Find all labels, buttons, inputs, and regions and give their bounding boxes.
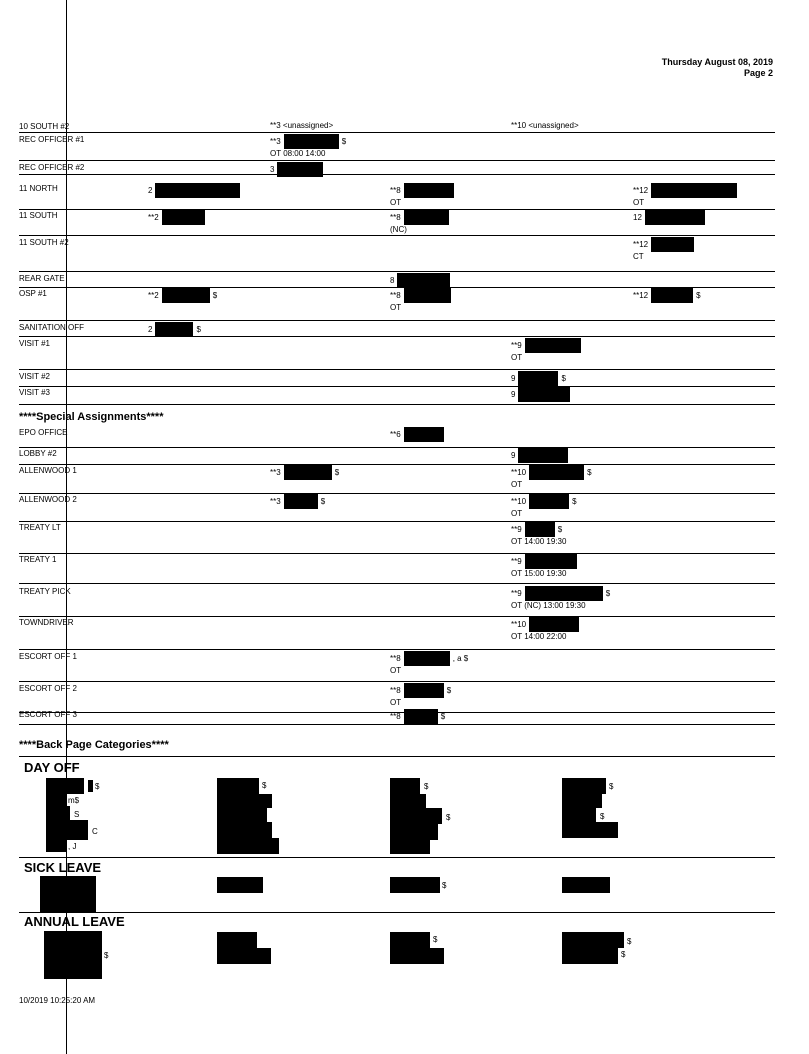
- post-label: ESCORT OFF 2: [19, 684, 77, 693]
- redaction-block: [46, 806, 70, 820]
- shift-cell: [633, 237, 697, 261]
- shift-code: **9: [511, 557, 522, 566]
- shift-code: **3: [270, 468, 281, 477]
- redaction-block: [390, 932, 430, 948]
- table-row: [19, 650, 775, 682]
- divider: [19, 857, 775, 858]
- table-row: [19, 133, 775, 161]
- shift-note: OT 08:00 14:00: [270, 149, 326, 158]
- shift-code: 3: [270, 165, 275, 174]
- shift-code: **12: [633, 291, 649, 300]
- post-label: TREATY LT: [19, 523, 61, 532]
- redaction-block: [390, 778, 420, 794]
- shift-code: 9: [511, 390, 516, 399]
- redaction-block: [217, 948, 271, 964]
- table-row: [19, 521, 775, 554]
- redaction-block: [46, 820, 88, 840]
- redaction-block: [217, 838, 279, 854]
- fragment-text: $: [621, 950, 626, 959]
- fragment-text: S: [74, 810, 80, 819]
- redaction-block: [562, 808, 596, 822]
- table-row: [19, 236, 775, 272]
- fragment-text: $: [446, 813, 451, 822]
- shift-code: 2: [148, 325, 153, 334]
- redaction-block: [651, 237, 694, 252]
- redaction-block: [525, 338, 581, 353]
- shift-cell: [511, 465, 592, 489]
- redaction-block: [284, 494, 318, 509]
- shift-cell: [511, 371, 566, 386]
- shift-cell: [511, 522, 566, 546]
- post-label: REC OFFICER #1: [19, 135, 85, 144]
- annual-leave-heading: ANNUAL LEAVE: [24, 914, 125, 929]
- shift-note: OT: [511, 353, 523, 362]
- shift-code: **9: [511, 341, 522, 350]
- special-assignments-heading: ****Special Assignments****: [19, 411, 164, 423]
- shift-note: OT: [390, 666, 402, 675]
- redaction-block: [529, 465, 584, 480]
- shift-cell: [390, 683, 451, 707]
- redaction-block: [562, 822, 618, 838]
- post-label: 10 SOUTH #2: [19, 122, 70, 131]
- post-label: REC OFFICER #2: [19, 163, 85, 172]
- redaction-block: [562, 877, 610, 893]
- redaction-block: [284, 465, 332, 480]
- fragment-text: $: [600, 812, 605, 821]
- shift-cell: [511, 387, 573, 402]
- redaction-block: [518, 371, 558, 386]
- table-row: [19, 370, 775, 387]
- shift-cell: [511, 338, 584, 362]
- shift-cell: [270, 494, 325, 509]
- post-label: 11 NORTH: [19, 184, 58, 193]
- table-row: [19, 616, 775, 650]
- redaction-block: [390, 877, 440, 893]
- shift-cell: [390, 651, 468, 675]
- redaction-block: [404, 683, 444, 698]
- shift-cell: [270, 465, 339, 480]
- shift-cell: [511, 448, 571, 463]
- shift-flag: $: [334, 468, 340, 477]
- shift-code: 9: [511, 374, 516, 383]
- shift-note: OT: [390, 303, 402, 312]
- shift-cell: [511, 494, 577, 518]
- post-label: VISIT #2: [19, 372, 50, 381]
- redaction-block: [217, 822, 272, 838]
- post-label: REAR GATE: [19, 274, 65, 283]
- shift-cell: [511, 121, 579, 130]
- post-label: TREATY PICK: [19, 587, 71, 596]
- redaction-block: [44, 931, 102, 979]
- shift-code: 12: [633, 213, 642, 222]
- shift-code: **8: [390, 654, 401, 663]
- back-page-heading: ****Back Page Categories****: [19, 739, 169, 751]
- post-label: VISIT #1: [19, 339, 50, 348]
- redaction-block: [645, 210, 705, 225]
- shift-note: OT: [511, 509, 523, 518]
- shift-cell: [633, 183, 740, 207]
- redaction-block: [404, 709, 438, 724]
- post-label: EPO OFFICE: [19, 428, 68, 437]
- redaction-block: [529, 617, 579, 632]
- redaction-block: [155, 183, 240, 198]
- shift-flag: $: [561, 374, 566, 383]
- print-timestamp: 10/2019 10:25:20 AM: [19, 996, 96, 1005]
- shift-code: **8: [390, 213, 401, 222]
- redaction-block: [404, 427, 444, 442]
- shift-code: 8: [390, 276, 395, 285]
- table-row: [19, 287, 775, 321]
- shift-flag: $: [587, 468, 592, 477]
- table-row: [19, 161, 775, 175]
- redaction-block: [217, 932, 257, 948]
- shift-cell: [270, 121, 333, 130]
- redaction-block: [390, 948, 444, 964]
- table-row: [19, 272, 775, 288]
- redaction-block: [562, 932, 624, 948]
- shift-code: **12: [633, 186, 649, 195]
- table-row: [19, 493, 775, 522]
- shift-code: **8: [390, 712, 401, 721]
- shift-cell: [148, 210, 208, 225]
- fragment-text: $: [95, 782, 100, 791]
- redaction-block: [518, 448, 568, 463]
- shift-flag: , a $: [452, 654, 469, 663]
- shift-note: OT: [511, 480, 523, 489]
- post-label: ALLENWOOD 2: [19, 495, 77, 504]
- redaction-block: [562, 794, 602, 808]
- redaction-block: [217, 808, 267, 822]
- redaction-block: [46, 840, 66, 852]
- shift-flag: $: [212, 291, 218, 300]
- table-row: [19, 182, 775, 210]
- divider: [19, 756, 775, 757]
- shift-cell: [390, 427, 447, 442]
- post-label: OSP #1: [19, 289, 47, 298]
- shift-code: **10: [511, 620, 527, 629]
- redaction-block: [217, 794, 272, 808]
- shift-code: **2: [148, 213, 159, 222]
- redaction-block: [390, 840, 430, 854]
- fragment-text: $: [627, 937, 632, 946]
- shift-code: **9: [511, 589, 522, 598]
- redaction-block: [397, 273, 450, 288]
- shift-cell: [390, 183, 457, 207]
- redaction-block: [404, 210, 449, 225]
- page-number: Page 2: [743, 68, 773, 78]
- shift-cell: [633, 288, 701, 303]
- shift-flag: $: [440, 712, 446, 721]
- shift-code: **9: [511, 525, 522, 534]
- redaction-block: [518, 387, 570, 402]
- shift-flag: $: [196, 325, 201, 334]
- shift-note: OT: [390, 698, 402, 707]
- shift-cell: [633, 210, 708, 225]
- post-label: LOBBY #2: [19, 449, 57, 458]
- shift-flag: $: [696, 291, 701, 300]
- table-row: [19, 386, 775, 405]
- post-label: ESCORT OFF 3: [19, 710, 77, 719]
- shift-flag: $: [320, 497, 326, 506]
- shift-flag: $: [557, 525, 563, 534]
- shift-note: OT 14:00 19:30: [511, 537, 567, 546]
- redaction-block: [651, 288, 693, 303]
- table-row: [19, 553, 775, 584]
- shift-code: **8: [390, 291, 401, 300]
- fragment-text: $: [442, 881, 447, 890]
- table-row: [19, 321, 775, 337]
- table-row: [19, 708, 775, 725]
- redaction-block: [525, 586, 603, 601]
- redaction-block: [404, 288, 451, 303]
- shift-note: OT 15:00 19:30: [511, 569, 567, 578]
- redaction-block: [277, 162, 323, 177]
- redaction-block: [390, 808, 442, 824]
- shift-cell: [148, 288, 217, 303]
- redaction-block: [162, 210, 205, 225]
- shift-flag: $: [605, 589, 611, 598]
- table-row: [19, 447, 775, 465]
- shift-note: OT (NC) 13:00 19:30: [511, 601, 586, 610]
- fragment-text: m$: [68, 796, 80, 805]
- redaction-block: [162, 288, 210, 303]
- redaction-block: [525, 554, 577, 569]
- shift-cell: [270, 134, 346, 158]
- table-row: [19, 464, 775, 494]
- report-date: Thursday August 08, 2019: [661, 57, 773, 67]
- shift-code: **10: [511, 468, 527, 477]
- shift-cell: [511, 586, 610, 610]
- redaction-block: [562, 778, 606, 794]
- redaction-block: [46, 794, 66, 806]
- sick-leave-heading: SICK LEAVE: [24, 860, 102, 875]
- redaction-block: [529, 494, 569, 509]
- redaction-block: [404, 183, 454, 198]
- shift-note: OT: [390, 198, 402, 207]
- table-row: [19, 120, 775, 133]
- shift-code: **10 <unassigned>: [511, 121, 579, 130]
- table-row: [19, 337, 775, 370]
- fragment-text: $: [433, 935, 438, 944]
- shift-code: 2: [148, 186, 153, 195]
- shift-note: OT 14:00 22:00: [511, 632, 567, 641]
- shift-cell: [148, 322, 201, 337]
- shift-flag: $: [341, 137, 347, 146]
- shift-code: **8: [390, 686, 401, 695]
- shift-note: OT: [633, 198, 645, 207]
- shift-code: **3: [270, 497, 281, 506]
- shift-code: **3 <unassigned>: [270, 121, 334, 130]
- shift-code: **3: [270, 137, 281, 146]
- shift-code: **6: [390, 430, 401, 439]
- redaction-block: [390, 824, 438, 840]
- shift-cell: [390, 210, 452, 234]
- shift-code: **8: [390, 186, 401, 195]
- redaction-block: [88, 780, 93, 792]
- shift-cell: [511, 554, 580, 578]
- shift-code: **10: [511, 497, 527, 506]
- fragment-text: $: [104, 951, 109, 960]
- shift-cell: [148, 183, 243, 198]
- shift-cell: [270, 162, 326, 177]
- post-label: 11 SOUTH: [19, 211, 58, 220]
- post-label: TOWNDRIVER: [19, 618, 74, 627]
- table-row: [19, 209, 775, 236]
- shift-cell: [511, 617, 582, 641]
- fragment-text: $: [262, 781, 267, 790]
- shift-cell: [390, 288, 454, 312]
- redaction-block: [651, 183, 737, 198]
- redaction-block: [155, 322, 193, 337]
- fragment-text: $: [424, 782, 429, 791]
- redaction-block: [390, 794, 426, 808]
- fragment-text: , J: [68, 842, 77, 851]
- shift-flag: $: [572, 497, 577, 506]
- shift-cell: [390, 709, 445, 724]
- post-label: TREATY 1: [19, 555, 57, 564]
- post-label: 11 SOUTH #2: [19, 238, 69, 247]
- shift-cell: [390, 273, 453, 288]
- shift-code: **2: [148, 291, 159, 300]
- shift-code: **12: [633, 240, 649, 249]
- shift-flag: $: [446, 686, 452, 695]
- shift-note: (NC): [390, 225, 407, 234]
- fragment-text: C: [92, 827, 98, 836]
- day-off-heading: DAY OFF: [24, 760, 80, 775]
- redaction-block: [404, 651, 450, 666]
- redaction-block: [562, 948, 618, 964]
- redaction-block: [217, 877, 263, 893]
- shift-note: CT: [633, 252, 644, 261]
- divider: [19, 912, 775, 913]
- post-label: SANITATION OFF: [19, 323, 85, 332]
- post-label: ESCORT OFF 1: [19, 652, 77, 661]
- redaction-block: [525, 522, 555, 537]
- table-row: [19, 426, 775, 448]
- table-row: [19, 585, 775, 617]
- post-label: VISIT #3: [19, 388, 50, 397]
- shift-code: 9: [511, 451, 516, 460]
- redaction-block: [284, 134, 339, 149]
- redaction-block: [46, 778, 84, 794]
- redaction-block: [40, 876, 96, 912]
- fragment-text: $: [609, 782, 614, 791]
- redaction-block: [217, 778, 259, 794]
- post-label: ALLENWOOD 1: [19, 466, 77, 475]
